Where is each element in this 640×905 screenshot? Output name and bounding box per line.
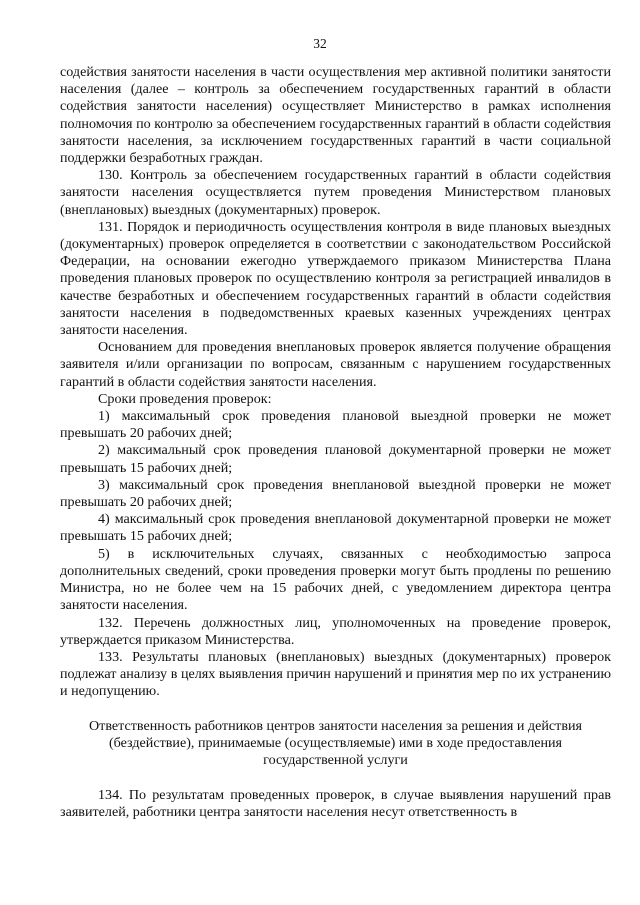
paragraph-continuation: содействия занятости населения в части осуществления мер активной политики занятости населения (далее – контроль за обеспечением государственных гарантий в области содействия занятости населения) осуществляет Министерство в рамках исполнения полномочия по контролю за обеспечением государственных гарантий в области содействия занятости населения, за исключением государственных гарантий в части социальной поддержки безработных граждан. bbox=[60, 64, 611, 167]
list-item-4: 4) максимальный срок проведения внеплановой документарной проверки не может превышать 15 рабочих дней; bbox=[60, 511, 611, 545]
paragraph-131: 131. Порядок и периодичность осуществления контроля в виде плановых выездных (документарных) проверок определяется в соответствии с законодательством Российской Федерации, на основании ежегодно утверждаемого приказом Министерства Плана проведения плановых проверок по осуществлению контроля за регистрацией инвалидов в качестве безработных и обеспечением государственных гарантий в области содействия занятости населения в подведомственных краевых казенных учреждениях центрах занятости населения. bbox=[60, 218, 611, 339]
list-item-2: 2) максимальный срок проведения плановой документарной проверки не может превышать 15 рабочих дней; bbox=[60, 442, 611, 476]
paragraph-134: 134. По результатам проведенных проверок, в случае выявления нарушений прав заявителей, работники центра занятости населения несут ответственность в bbox=[60, 786, 611, 820]
paragraph-inspection-terms: Сроки проведения проверок: bbox=[98, 390, 272, 407]
list-item-1: 1) максимальный срок проведения плановой выездной проверки не может превышать 20 рабочих дней; bbox=[60, 408, 611, 442]
list-item-3: 3) максимальный срок проведения внеплановой выездной проверки не может превышать 20 рабочих дней; bbox=[60, 476, 611, 511]
paragraph-133: 133. Результаты плановых (внеплановых) выездных (документарных) проверок подлежат анализу в целях выявления причин нарушений и принятия мер по их устранению и недопущению. bbox=[60, 648, 611, 700]
paragraph-unscheduled-basis: Основанием для проведения внеплановых проверок является получение обращения заявителя и/или организации по вопросам, связанным с нарушением государственных гарантий в области содействия занятости населения. bbox=[60, 339, 611, 390]
document-body bbox=[60, 64, 611, 821]
paragraph-130: 130. Контроль за обеспечением государственных гарантий в области содействия занятости населения осуществляется путем проведения Министерством плановых (внеплановых) выездных (документарных) проверок. bbox=[60, 167, 611, 218]
section-heading: Ответственность работников центров занятости населения за решения и действия (бездействие), принимаемые (осуществляемые) ими в ходе предоставления государственной услуги bbox=[89, 717, 582, 769]
list-item-5: 5) в исключительных случаях, связанных с необходимостью запроса дополнительных сведений, сроки проведения проверки могут быть продлены по решению Министра, но не более чем на 15 рабочих дней, с уведомлением директора центра занятости населения. bbox=[60, 545, 611, 614]
page-number: 32 bbox=[313, 36, 327, 51]
paragraph-132: 132. Перечень должностных лиц, уполномоченных на проведение проверок, утверждается приказом Министерства. bbox=[60, 614, 611, 648]
